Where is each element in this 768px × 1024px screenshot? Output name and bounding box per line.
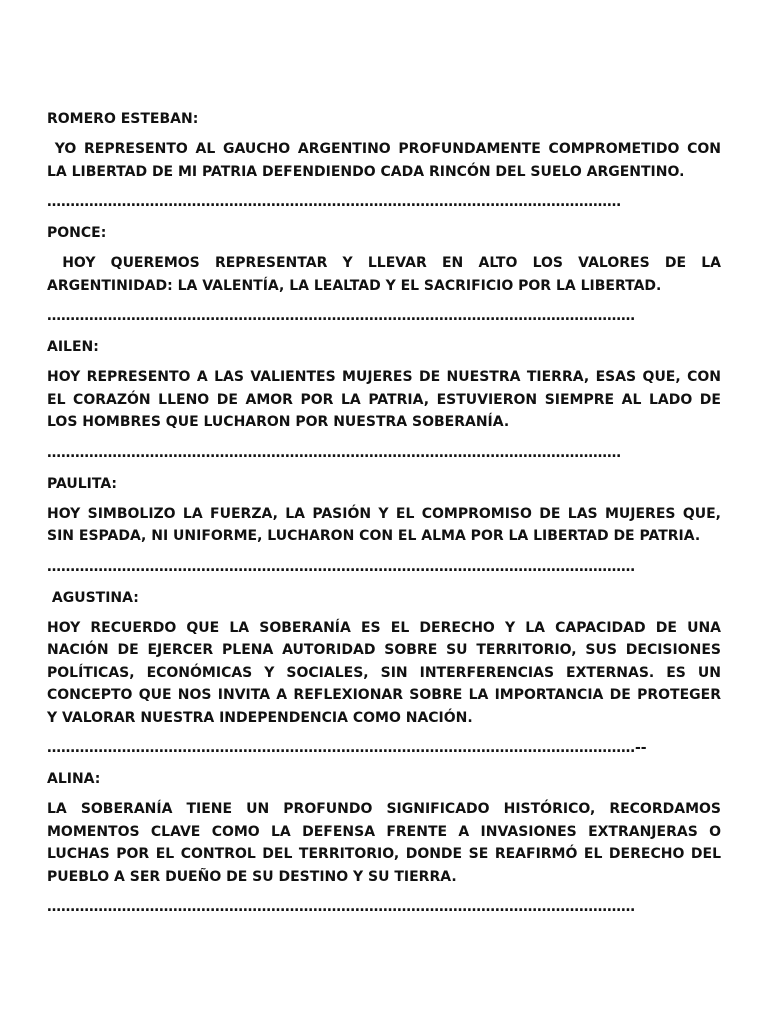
dotted-separator: …………………………………………………………………………………………………………… [47, 444, 621, 461]
speaker-text: HOY QUEREMOS REPRESENTAR Y LLEVAR EN ALTO LOS VALORES DE LA ARGENTINIDAD: LA VALENTÍA, LA LEALTAD Y EL SACRIFICIO POR LA LIBERTAD. [47, 255, 721, 294]
speaker-text: LA SOBERANÍA TIENE UN PROFUNDO SIGNIFICADO HISTÓRICO, RECORDAMOS MOMENTOS CLAVE COMO LA DEFENSA FRENTE A INVASIONES EXTRANJERAS O LUCHAS POR EL CONTROL DEL TERRITORIO, DONDE SE REAFIRMÓ EL DERECHO DEL PUEBLO A SER DUEÑO DE SU DESTINO Y SU TIERRA. [47, 801, 721, 885]
speaker-text: YO REPRESENTO AL GAUCHO ARGENTINO PROFUNDAMENTE COMPROMETIDO CON LA LIBERTAD DE MI PATRIA DEFENDIENDO CADA RINCÓN DEL SUELO ARGENTINO. [47, 141, 721, 180]
document-page [47, 108, 721, 927]
speaker-text: HOY REPRESENTO A LAS VALIENTES MUJERES DE NUESTRA TIERRA, ESAS QUE, CON EL CORAZÓN LLENO DE AMOR POR LA PATRIA, ESTUVIERON SIEMPRE AL LADO DE LOS HOMBRES QUE LUCHARON POR NUESTRA SOBERANÍA. [47, 369, 721, 430]
dotted-separator: ……………………………………………………………………………………………………………… [47, 899, 635, 915]
speaker-name: ROMERO ESTEBAN: [47, 111, 199, 127]
dotted-separator: ……………………………………………………………………………………………………………… [47, 308, 635, 324]
speaker-text: HOY RECUERDO QUE LA SOBERANÍA ES EL DERECHO Y LA CAPACIDAD DE UNA NACIÓN DE EJERCER PLENA AUTORIDAD SOBRE SU TERRITORIO, SUS DECISIONES POLÍTICAS, ECONÓMICAS Y SOCIALES, SIN INTERFERENCIAS EXTERNAS. ES UN CONCEPTO QUE NOS INVITA A REFLEXIONAR SOBRE LA IMPORTANCIA DE PROTEGER Y VALORAR NUESTRA INDEPENDENCIA COMO NACIÓN. [47, 619, 721, 726]
speaker-name: AILEN: [47, 339, 99, 355]
dotted-separator: ……………………………………………………………………………………………………………… [47, 558, 635, 575]
speaker-name: PAULITA: [47, 475, 118, 492]
speaker-name: ALINA: [47, 771, 101, 787]
dotted-separator: …………………………………………………………………………………………………………… [47, 194, 621, 210]
speaker-text: HOY SIMBOLIZO LA FUERZA, LA PASIÓN Y EL COMPROMISO DE LAS MUJERES QUE, SIN ESPADA, NI UNIFORME, LUCHARON CON EL ALMA POR LA LIBERTAD DE PATRIA. [47, 505, 721, 544]
speaker-name: PONCE: [47, 225, 107, 241]
dotted-separator: ………………………………………………………………………………………………………………-- [47, 740, 647, 756]
speaker-name: AGUSTINA: [47, 589, 139, 606]
